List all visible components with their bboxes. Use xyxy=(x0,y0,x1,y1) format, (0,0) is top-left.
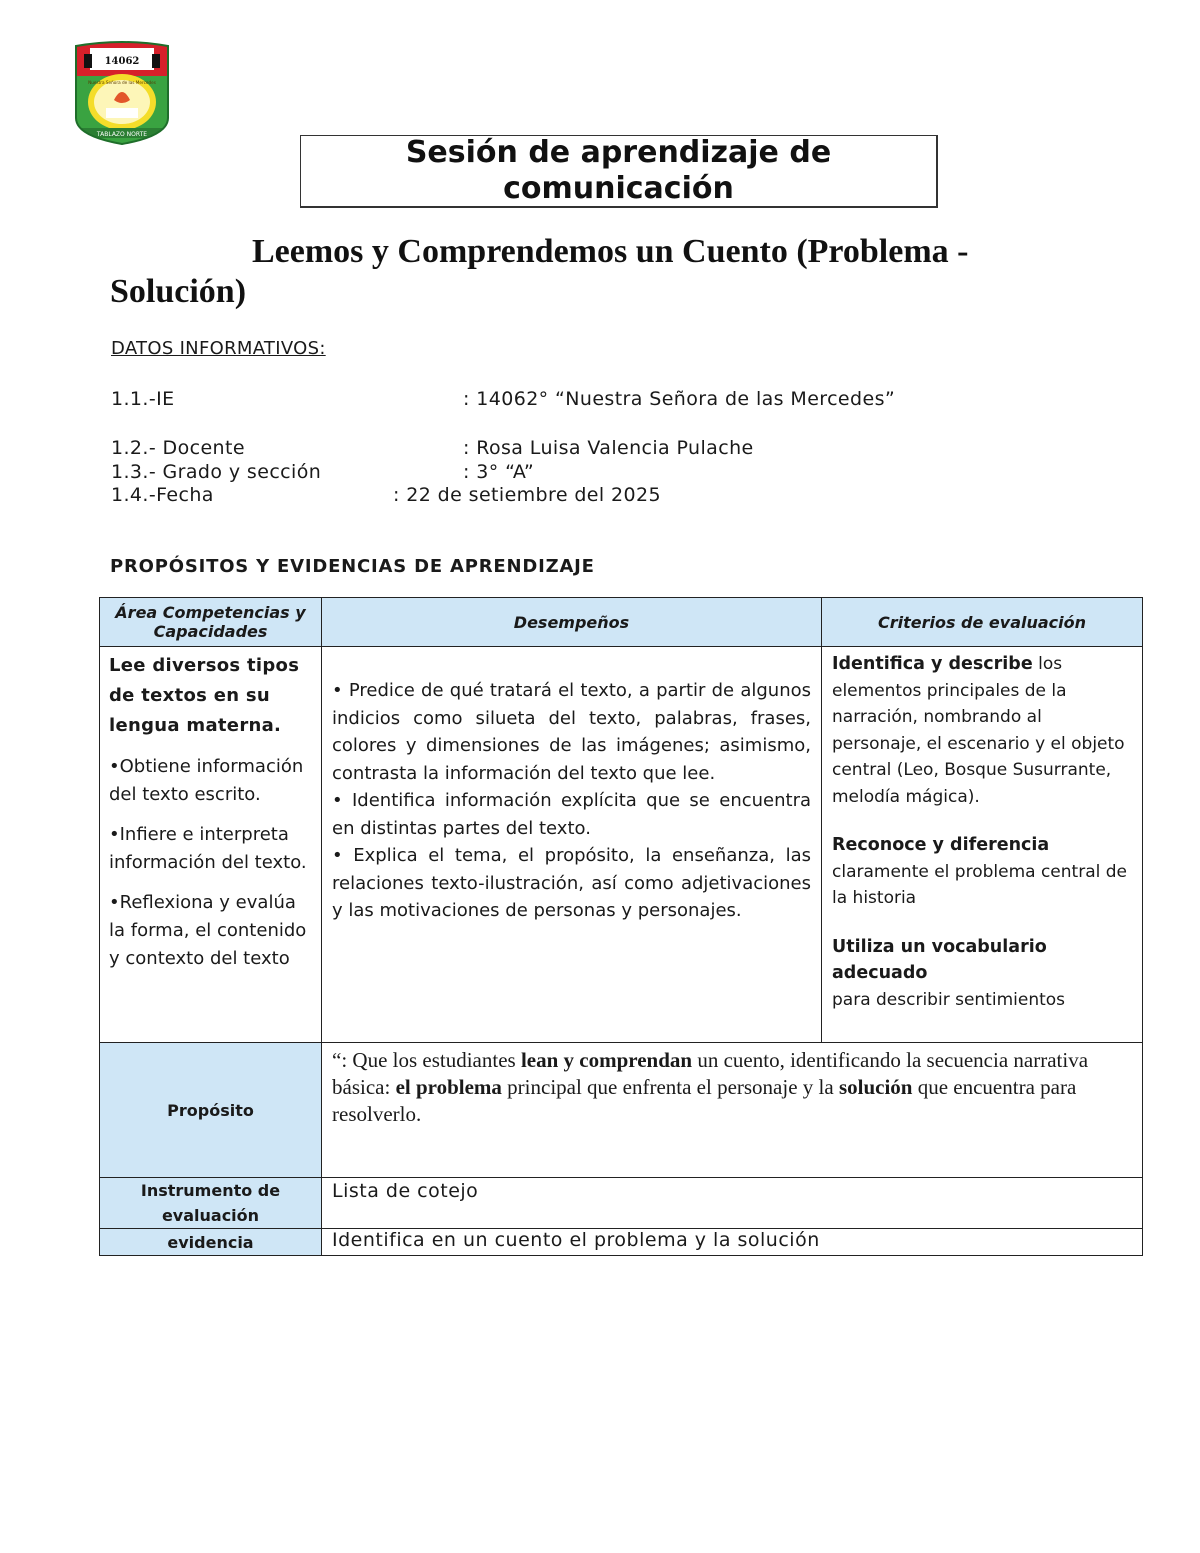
proposito-bold: solución xyxy=(838,1075,913,1099)
desempenos-cell xyxy=(322,647,822,1043)
capacidad-item: •Obtiene información del texto escrito. xyxy=(109,756,304,805)
criterio-item xyxy=(832,934,1132,1014)
table-row-evidencia xyxy=(100,1229,1143,1256)
criterios-cell xyxy=(822,647,1143,1043)
instrumento-value: Lista de cotejo xyxy=(322,1178,1143,1229)
datos-ie-label: 1.1.-IE xyxy=(111,388,175,410)
datos-docente-value: : Rosa Luisa Valencia Pulache xyxy=(463,437,754,459)
proposito-part: un cuento, identificando la secuencia narrativa básica: xyxy=(332,1048,1089,1099)
capacidad-item: •Reflexiona y evalúa la forma, el contenido y contexto del texto xyxy=(109,892,307,969)
session-title-line1: Sesión de aprendizaje de xyxy=(405,135,832,170)
header-criterios: Criterios de evaluación xyxy=(822,598,1143,647)
datos-grado-value: : 3° “A” xyxy=(463,461,535,483)
table-row-instrumento xyxy=(100,1178,1143,1229)
logo-bottom-text: TABLAZO NORTE xyxy=(96,131,148,138)
main-title-line2: Solución) xyxy=(110,273,247,310)
criterio-bold: Reconoce y diferencia xyxy=(832,835,1050,855)
criterio-text: los elementos principales de la narración, nombrando al personaje, el escenario y el objeto central (Leo, Bosque Susurrante, melodía mágica). xyxy=(832,654,1125,807)
main-title xyxy=(110,232,1010,312)
proposito-part: que encuentra para resolverlo. xyxy=(332,1075,1077,1126)
criterio-item xyxy=(832,832,1132,912)
header-area: Área Competencias y Capacidades xyxy=(100,598,322,647)
criterio-text: para describir sentimientos xyxy=(832,989,1066,1010)
evidencia-value: Identifica en un cuento el problema y la solución xyxy=(322,1229,1143,1256)
criterio-text: claramente el problema central de la historia xyxy=(832,861,1127,908)
datos-fecha-value: : 22 de setiembre del 2025 xyxy=(393,484,661,506)
competencia-lead: Lee diversos tipos de textos en su lengua materna. xyxy=(109,655,300,736)
table-row-competencia xyxy=(100,647,1143,1043)
datos-fecha-label: 1.4.-Fecha xyxy=(111,484,214,506)
instrumento-label: Instrumento de evaluación xyxy=(100,1178,322,1229)
datos-heading: DATOS INFORMATIVOS: xyxy=(111,338,326,359)
proposito-text xyxy=(322,1043,1143,1178)
session-title xyxy=(406,135,831,207)
datos-ie-value: : 14062° “Nuestra Señora de las Mercedes” xyxy=(463,388,896,410)
capacidad-item: •Infiere e interpreta información del texto. xyxy=(109,824,307,873)
criterio-bold: Utiliza un vocabulario adecuado xyxy=(832,936,1047,983)
session-title-line2: comunicación xyxy=(503,171,734,206)
logo-number: 14062 xyxy=(104,56,140,67)
table-row-proposito xyxy=(100,1043,1143,1178)
desempeno-item: • Predice de qué tratará el texto, a partir de algunos indicios como silueta del texto, palabras, frases, colores y dimensiones de las imágenes; asimismo, contrasta la información del texto que lee. xyxy=(332,680,811,784)
school-logo xyxy=(72,40,172,146)
criterio-bold: Identifica y describe xyxy=(832,654,1033,674)
competencia-cell xyxy=(100,647,322,1043)
main-title-line1: Leemos y Comprendemos un Cuento (Problema - xyxy=(252,233,969,270)
header-desempenos: Desempeños xyxy=(322,598,822,647)
evidencia-label: evidencia xyxy=(100,1229,322,1256)
datos-docente-label: 1.2.- Docente xyxy=(111,437,245,459)
session-title-box xyxy=(300,135,938,208)
proposito-part: principal que enfrenta el personaje y la xyxy=(501,1075,839,1099)
proposito-label: Propósito xyxy=(100,1043,322,1178)
table-header-row xyxy=(100,598,1143,647)
desempeno-item: • Explica el tema, el propósito, la enseñanza, las relaciones texto-ilustración, así como adjetivaciones y las motivaciones de personas y personajes. xyxy=(332,845,811,921)
propositos-heading: PROPÓSITOS Y EVIDENCIAS DE APRENDIZAJE xyxy=(110,556,595,577)
desempeno-item: • Identifica información explícita que se encuentra en distintas partes del texto. xyxy=(332,790,811,839)
datos-grado-label: 1.3.- Grado y sección xyxy=(111,461,322,483)
criterio-item xyxy=(832,651,1132,810)
learning-plan-table xyxy=(99,597,1143,1256)
proposito-bold: el problema xyxy=(395,1075,502,1099)
logo-arc-text: Nuestra Señora de las Mercedes xyxy=(88,80,156,85)
proposito-part: “: Que los estudiantes xyxy=(332,1048,521,1072)
proposito-bold: lean y comprendan xyxy=(520,1048,693,1072)
